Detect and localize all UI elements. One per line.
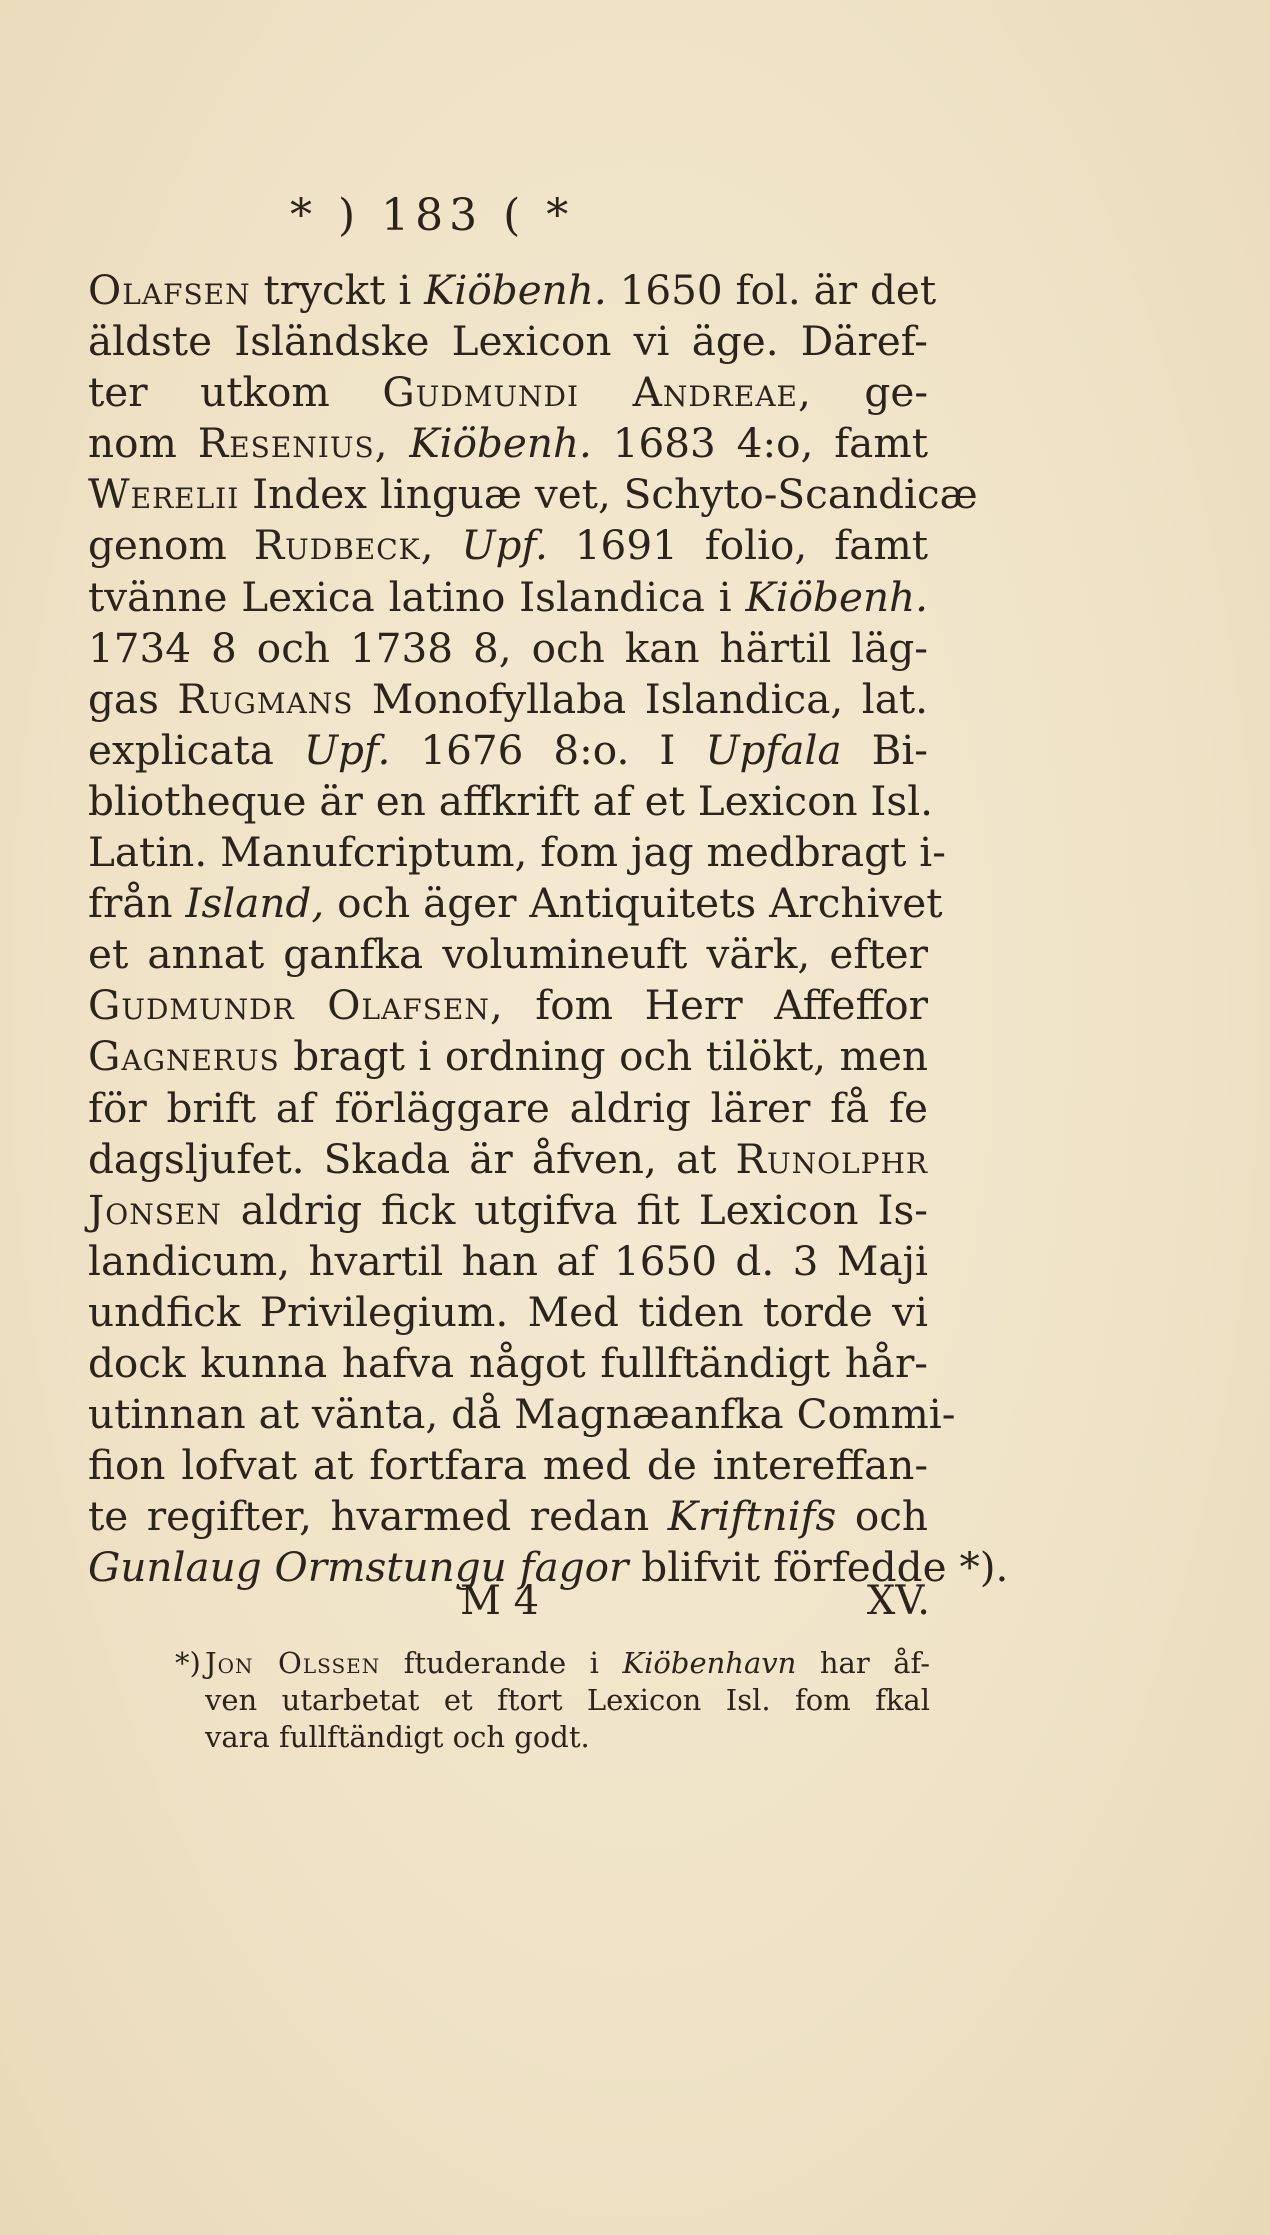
text-line <box>88 469 978 520</box>
text-segment: explicata <box>88 725 304 774</box>
text-segment: Gudmundr Olafsen, <box>88 981 504 1030</box>
text-segment: et annat ganfka volumineuft värk, efter <box>88 930 928 979</box>
text-segment: Island, <box>185 879 325 928</box>
footnote-marker: *) <box>175 1646 201 1680</box>
text-line <box>88 1236 928 1287</box>
text-segment: dock kunna hafva något fullftändigt hår- <box>88 1338 928 1387</box>
text-line <box>88 776 934 827</box>
header-left-mark: * ) <box>290 190 362 241</box>
text-segment: Latin. Manufcriptum, fom jag medbragt i- <box>88 828 946 877</box>
text-segment: ftuderande i <box>380 1646 623 1680</box>
text-segment <box>434 521 461 569</box>
text-segment: ge- <box>811 368 928 417</box>
text-segment: fion lofvat at fortfara med de intereffan- <box>88 1441 928 1490</box>
text-line <box>88 827 946 878</box>
text-segment: Runolphr <box>735 1134 928 1183</box>
text-segment: tryckt i <box>250 266 425 314</box>
text-line <box>88 674 928 725</box>
text-segment: 1683 4:o, famt <box>591 419 929 468</box>
footnote-line <box>205 1645 930 1682</box>
text-segment: aldrig fick utgifva fit Lexicon Is- <box>221 1185 928 1234</box>
text-line <box>88 878 943 929</box>
text-segment <box>389 419 410 467</box>
text-line <box>88 367 928 418</box>
text-segment: gas <box>88 674 178 723</box>
text-segment: äldste Isländske Lexicon vi äge. Däref- <box>88 317 928 366</box>
text-line <box>88 725 928 776</box>
text-segment: Bi- <box>841 725 928 774</box>
text-segment: ven utarbetat et ftort Lexicon Isl. fom fkal <box>205 1683 930 1717</box>
text-segment: 1691 folio, famt <box>547 521 929 570</box>
text-line <box>88 1440 928 1491</box>
text-segment: nom <box>88 419 198 468</box>
text-segment: Gagnerus <box>88 1032 280 1081</box>
page-number: 183 <box>381 190 484 241</box>
text-segment: Monofyllaba Islandica, lat. <box>353 674 928 723</box>
text-segment: Kiöbenh. <box>745 572 928 621</box>
text-segment: vara fullftändigt och godt. <box>205 1720 590 1754</box>
catchword: XV. <box>866 1578 930 1624</box>
text-segment: från <box>88 879 186 928</box>
text-line <box>88 1491 928 1542</box>
text-segment: genom <box>88 521 254 570</box>
text-segment: 1734 8 och 1738 8, och kan härtil läg- <box>88 623 928 672</box>
text-segment: utinnan at vänta, då Magnæanfka Commi- <box>88 1390 956 1439</box>
text-segment: för brift af förläggare aldrig lärer få fe <box>88 1083 928 1132</box>
text-line <box>88 1134 928 1185</box>
text-line <box>88 980 928 1031</box>
text-segment: landicum, hvartil han af 1650 d. 3 Maji <box>88 1236 928 1285</box>
text-segment: undfick Privilegium. Med tiden torde vi <box>88 1287 928 1336</box>
text-line <box>88 1389 956 1440</box>
text-segment: bragt i ordning och tilökt, men <box>279 1032 928 1081</box>
text-segment: fom Herr Affeffor <box>503 981 929 1030</box>
footnote-line <box>205 1682 930 1719</box>
text-segment: Rugmans <box>177 674 354 723</box>
text-segment: te regifter, hvarmed redan <box>88 1492 668 1541</box>
text-segment: Kiöbenh. <box>424 266 607 314</box>
text-line <box>88 1338 928 1389</box>
text-segment: blifvit förfedde *). <box>628 1543 1009 1592</box>
text-segment: Werelii <box>88 470 240 519</box>
text-line <box>88 623 928 674</box>
text-line <box>88 316 928 367</box>
text-line <box>88 572 928 623</box>
text-segment: Gunlaug Ormstungu fagor <box>88 1543 629 1592</box>
text-segment: och äger Antiquitets Archivet <box>324 879 943 928</box>
text-segment: Olafsen <box>88 266 251 314</box>
text-line <box>88 1083 928 1134</box>
text-segment: dagsljufet. Skada är åfven, at <box>88 1134 736 1183</box>
text-segment: tvänne Lexica latino Islandica i <box>88 572 746 621</box>
text-segment: Kriftnifs <box>667 1492 837 1541</box>
text-line <box>88 418 928 469</box>
text-segment: och <box>836 1492 928 1541</box>
text-segment: Gudmundi Andreae, <box>382 368 812 417</box>
running-header <box>290 190 730 241</box>
text-segment: Rudbeck, <box>253 521 435 570</box>
footnote-text <box>205 1645 930 1756</box>
text-segment: Jonsen <box>88 1185 222 1234</box>
text-line <box>88 265 937 316</box>
text-segment: Upfala <box>705 725 842 774</box>
text-segment: bliotheque är en affkrift af et Lexicon Isl. <box>88 776 934 825</box>
footnote-line <box>205 1719 930 1756</box>
text-line <box>88 929 928 980</box>
text-line <box>88 1287 928 1338</box>
text-line <box>88 1031 928 1082</box>
text-segment: Upf. <box>461 521 548 570</box>
body-text <box>88 265 1009 1593</box>
header-right-mark: ( * <box>503 190 575 241</box>
text-segment: Upf. <box>303 725 391 774</box>
text-segment: 1650 fol. är det <box>606 266 937 314</box>
text-line <box>88 520 928 571</box>
signature-mark: M 4 <box>460 1578 540 1624</box>
text-segment: ter utkom <box>88 368 383 417</box>
text-segment: Kiöbenh. <box>409 419 592 468</box>
footnote <box>175 1645 931 1756</box>
text-segment: Index linguæ vet, Schyto-Scandicæ <box>239 470 978 519</box>
text-segment: Jon Olssen <box>205 1646 381 1680</box>
text-segment: 1676 8:o. I <box>390 725 706 774</box>
text-segment: Kiöbenhavn <box>622 1646 797 1680</box>
text-segment: har åf- <box>796 1646 931 1680</box>
text-segment: Resenius, <box>197 419 389 468</box>
text-line <box>88 1185 928 1236</box>
